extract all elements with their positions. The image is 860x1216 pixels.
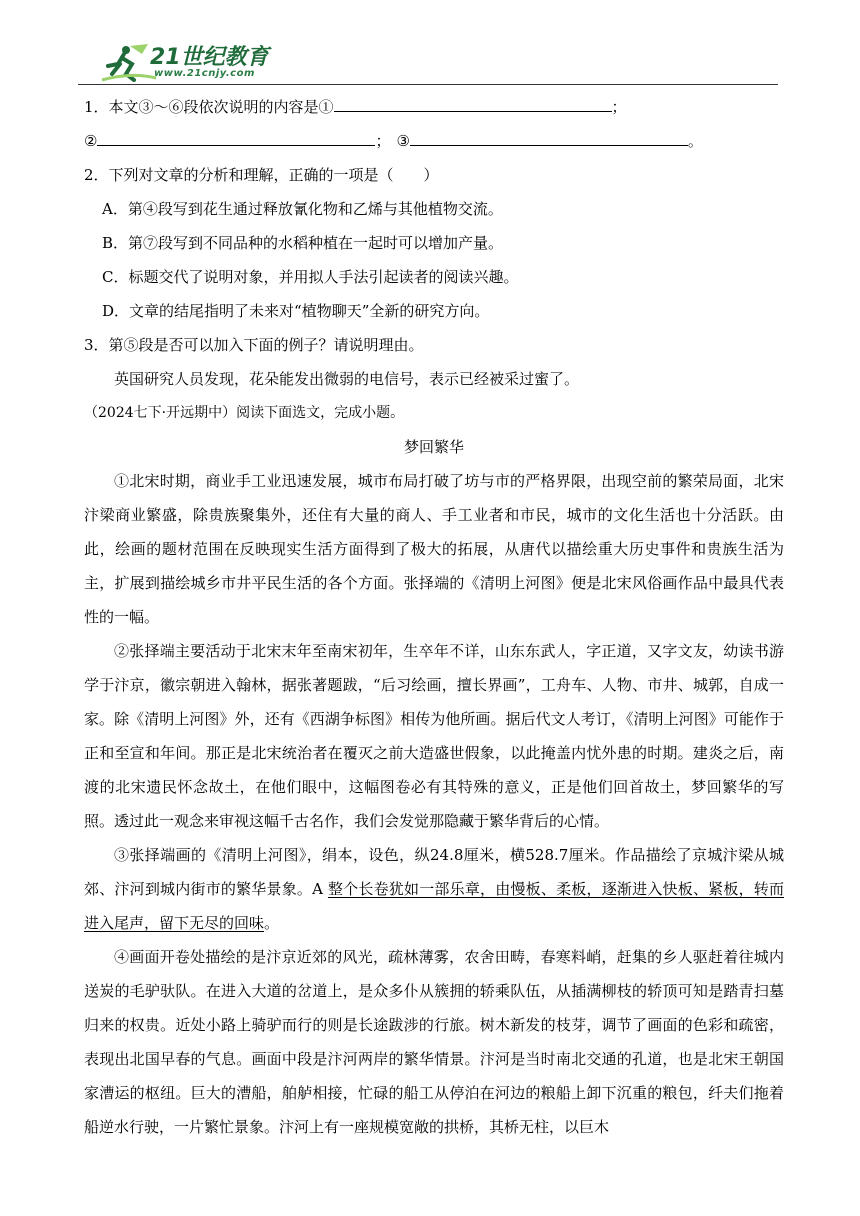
logo-url: www.21cnjy.com <box>154 68 255 79</box>
paragraph-2: ②张择端主要活动于北宋末年至南宋初年，生卒年不详，山东东武人，字正道，又字文友，幼读书游学于汴京，徽宗朝进入翰林，据张著题跋，“后习绘画，擅长界画”，工舟车、人物、市井、城郭，自成一家。除《清明上河图》外，还有《西湖争标图》相传为他所画。据后代文人考订，《清明上河图》可能作于正和至宣和年间。那正是北宋统治者在覆灭之前大造盛世假象，以此掩盖内忧外患的时期。建炎之后，南渡的北宋遗民怀念故土，在他们眼中，这幅图卷必有其特殊的意义，正是他们回首故土，梦回繁华的写照。透过此一观念来审视这幅千古名作，我们会发觉那隐藏于繁华背后的心情。 <box>84 642 784 830</box>
answer-blank-3[interactable] <box>410 127 688 146</box>
paragraph-3-text: ③张择端画的《清明上河图》，绢本，设色，纵24.8厘米，横528.7厘米。作品描绘了京城汴梁从城郊、汴河到城内街市的繁华景象。A <box>84 846 784 898</box>
question-1-line-1 <box>84 90 784 124</box>
question-3-stem: 3．第⑤段是否可以加入下面的例子？请说明理由。 <box>84 336 424 354</box>
paragraph-4: ④画面开卷处描绘的是汴京近郊的风光，疏林薄雾，农舍田畴，春寒料峭，赶集的乡人驱赶着往城内送炭的毛驴驮队。在进入大道的岔道上，是众多仆从簇拥的轿乘队伍，从插满柳枝的轿顶可知是踏青扫墓归来的权贵。近处小路上骑驴而行的则是长途跋涉的行旅。树木新发的枝芽，调节了画面的色彩和疏密，表现出北国早春的气息。画面中段是汴河两岸的繁华情景。汴河是当时南北交通的孔道，也是北宋王朝国家漕运的枢纽。巨大的漕船，舶舻相接，忙碌的船工从停泊在河边的粮船上卸下沉重的粮包，纤夫们拖着船逆水行驶，一片繁忙景象。汴河上有一座规模宽敞的拱桥，其桥无柱，以巨木 <box>84 948 784 1136</box>
underlined-sentence-a: 整个长卷犹如一部乐章，由慢板、柔板，逐渐进入快板、紧板，转而进入尾声，留下无尽的回味 <box>84 880 784 932</box>
paragraph-1: ①北宋时期，商业手工业迅速发展，城市布局打破了坊与市的严格界限，出现空前的繁荣局面，北宋汴梁商业繁盛，除贵族聚集外，还住有大量的商人、手工业者和市民，城市的文化生活也十分活跃。由此，绘画的题材范围在反映现实生活方面得到了极大的拓展，从唐代以描绘重大历史事件和贵族生活为主，扩展到描绘城乡市井平民生活的各个方面。张择端的《清明上河图》便是北宋风俗画作品中最具代表性的一幅。 <box>84 472 784 626</box>
reading-source: （2024七下·开远期中）阅读下面选文，完成小题。 <box>84 405 405 421</box>
paragraph-3 <box>84 838 784 940</box>
option-c[interactable]: C．标题交代了说明对象，并用拟人手法引起读者的阅读兴趣。 <box>102 268 519 286</box>
separator: ； <box>375 132 391 150</box>
answer-blank-1[interactable] <box>334 93 612 112</box>
answer-blank-2[interactable] <box>97 127 375 146</box>
option-a[interactable]: A．第④段写到花生通过释放氰化物和乙烯与其他植物交流。 <box>102 200 503 218</box>
question-3-example: 英国研究人员发现，花朵能发出微弱的电信号，表示已经被采过蜜了。 <box>114 370 580 388</box>
separator: ； <box>611 98 627 116</box>
logo-text: 21世纪教育 <box>150 45 269 70</box>
logo <box>100 38 280 84</box>
reading-title: 梦回繁华 <box>403 438 464 456</box>
blank-3-label: ③ <box>396 132 410 150</box>
blank-2-label: ② <box>84 132 98 150</box>
document-body <box>84 90 784 1144</box>
end-mark: 。 <box>687 132 703 150</box>
header-divider <box>78 84 778 85</box>
paragraph-3-end: 。 <box>264 914 280 932</box>
option-d[interactable]: D．文章的结尾指明了未来对“植物聊天”全新的研究方向。 <box>102 302 490 320</box>
question-1-text: 1．本文③～⑥段依次说明的内容是① <box>84 98 334 116</box>
question-2-stem: 2．下列对文章的分析和理解，正确的一项是（ ） <box>84 166 439 184</box>
page-header <box>0 0 860 90</box>
option-b[interactable]: B．第⑦段写到不同品种的水稻种植在一起时可以增加产量。 <box>102 234 504 252</box>
question-1-line-2 <box>84 124 784 158</box>
